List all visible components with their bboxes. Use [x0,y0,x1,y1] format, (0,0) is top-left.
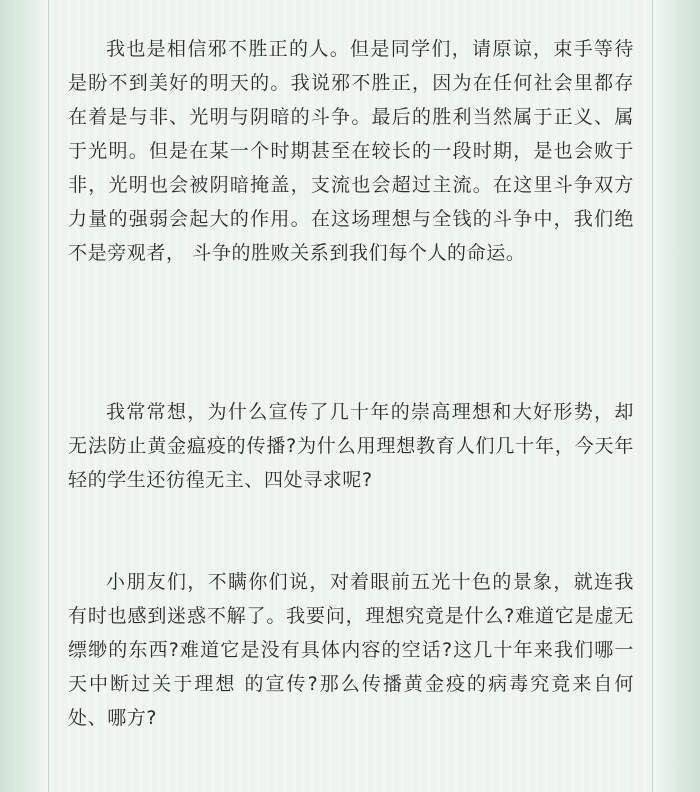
right-border-line [652,0,653,792]
paragraph-2: 我常常想，为什么宣传了几十年的崇高理想和大好形势，却无法防止黄金瘟疫的传播?为什么用理想教育人们几十年，今天年轻的学生还彷徨无主、四处寻求呢? [68,401,634,491]
paragraph-3: 小朋友们，不瞒你们说，对着眼前五光十色的景象，就连我有时也感到迷惑不解了。我要问，理想究竟是什么?难道它是虚无缥缈的东西?难道它是没有具体内容的空话?这几十年来我们哪一天中断过关于理想 的宣传?那么传播黄金疫的病毒究竟来自何处、哪方? [68,571,634,729]
paragraph-1: 我也是相信邪不胜正的人。但是同学们，请原谅，束手等待是盼不到美好的明天的。我说邪不胜正，因为在任何社会里都存在着是与非、光明与阴暗的斗争。最后的胜利当然属于正义、属于光明。但是在某一个时期甚至在较长的一段时期，是也会败于非，光明也会被阴暗掩盖，支流也会超过主流。在这里斗争双方力量的强弱会起大的作用。在这场理想与全钱的斗争中，我们绝不是旁观者， 斗争的胜败关系到我们每个人的命运。 [68,38,634,264]
